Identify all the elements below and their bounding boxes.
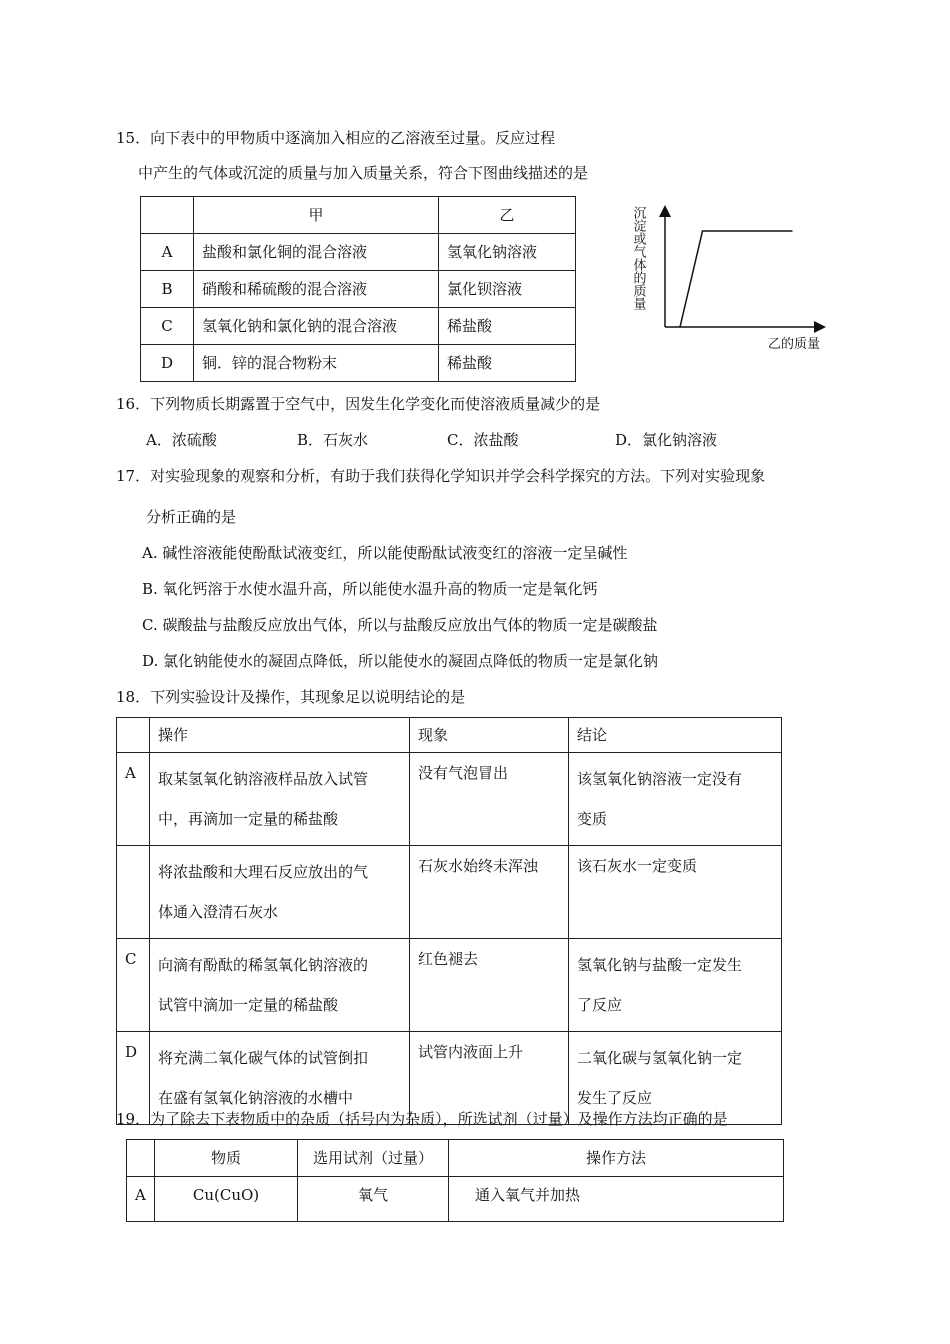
table-header: 甲 <box>194 197 439 234</box>
table-cell: A <box>127 1177 155 1222</box>
q19-stem: 19．为了除去下表物质中的杂质（括号内为杂质），所选试剂（过量）及操作方法均正确的是 <box>116 1110 728 1128</box>
table-row <box>117 718 782 753</box>
table-cell: 盐酸和氯化铜的混合溶液 <box>194 234 439 271</box>
table-cell: 氢氧化钠与盐酸一定发生 了反应 <box>569 939 782 1032</box>
table-cell: 将充满二氧化碳气体的试管倒扣 在盛有氢氧化钠溶液的水槽中 <box>150 1032 410 1125</box>
table-cell: D <box>117 1032 150 1125</box>
table-header: 操作 <box>150 718 410 753</box>
table-cell: B <box>141 271 194 308</box>
table-cell: A <box>117 753 150 846</box>
table-cell <box>141 197 194 234</box>
q17-option-a: A. 碱性溶液能使酚酞试液变红，所以能使酚酞试液变红的溶液一定呈碱性 <box>142 544 628 562</box>
table-cell: 二氧化碳与氢氧化钠一定 发生了反应 <box>569 1032 782 1125</box>
table-cell: 氢氧化钠和氯化钠的混合溶液 <box>194 308 439 345</box>
table-cell: 铜．锌的混合物粉末 <box>194 345 439 382</box>
table-cell: 取某氢氧化钠溶液样品放入试管 中，再滴加一定量的稀盐酸 <box>150 753 410 846</box>
table-row <box>117 939 782 1032</box>
series-group <box>680 231 793 327</box>
table-cell: C <box>117 939 150 1032</box>
table-cell: 通入氧气并加热 <box>449 1177 784 1222</box>
table-header: 乙 <box>439 197 576 234</box>
table-cell: D <box>141 345 194 382</box>
table-row <box>127 1140 784 1177</box>
table-row <box>141 271 576 308</box>
q19-table <box>126 1139 784 1222</box>
q17-option-d: D. 氯化钠能使水的凝固点降低，所以能使水的凝固点降低的物质一定是氯化钠 <box>142 652 659 670</box>
table-cell: 该石灰水一定变质 <box>569 846 782 939</box>
q16-option-c: C．浓盐酸 <box>447 431 519 449</box>
table-cell: 氯化钡溶液 <box>439 271 576 308</box>
table-cell <box>127 1140 155 1177</box>
table-cell <box>117 718 150 753</box>
y-axis-label: 沉淀或气体的质量 <box>630 206 646 310</box>
q15-chart <box>625 200 835 355</box>
table-row <box>117 753 782 846</box>
table-cell: 没有气泡冒出 <box>410 753 569 846</box>
q17-stem-line1: 17．对实验现象的观察和分析，有助于我们获得化学知识并学会科学探究的方法。下列对实验现象 <box>116 467 766 485</box>
q17-option-c: C. 碳酸盐与盐酸反应放出气体，所以与盐酸反应放出气体的物质一定是碳酸盐 <box>142 616 658 634</box>
table-cell <box>117 846 150 939</box>
table-cell: 该氢氧化钠溶液一定没有 变质 <box>569 753 782 846</box>
q18-stem: 18．下列实验设计及操作，其现象足以说明结论的是 <box>116 688 466 706</box>
q15-stem-line2: 中产生的气体或沉淀的质量与加入质量关系，符合下图曲线描述的是 <box>138 164 589 182</box>
q18-table <box>116 717 782 1125</box>
table-row <box>141 308 576 345</box>
table-cell: C <box>141 308 194 345</box>
table-cell: 石灰水始终未浑浊 <box>410 846 569 939</box>
table-cell: A <box>141 234 194 271</box>
table-cell: 氢氧化钠溶液 <box>439 234 576 271</box>
q15-stem-line1: 15．向下表中的甲物质中逐滴加入相应的乙溶液至过量。反应过程 <box>116 129 556 147</box>
table-row <box>141 197 576 234</box>
table-cell: 红色褪去 <box>410 939 569 1032</box>
table-cell: 氧气 <box>298 1177 449 1222</box>
series-line <box>680 231 793 327</box>
table-header: 操作方法 <box>449 1140 784 1177</box>
table-row <box>141 234 576 271</box>
table-row <box>127 1177 784 1222</box>
q16-option-d: D．氯化钠溶液 <box>615 431 718 449</box>
table-cell: 硝酸和稀硫酸的混合溶液 <box>194 271 439 308</box>
table-cell: 试管内液面上升 <box>410 1032 569 1125</box>
table-cell: 稀盐酸 <box>439 308 576 345</box>
table-cell: Cu(CuO) <box>155 1177 298 1222</box>
table-header: 物质 <box>155 1140 298 1177</box>
table-cell: 稀盐酸 <box>439 345 576 382</box>
table-header: 选用试剂（过量） <box>298 1140 449 1177</box>
q17-option-b: B. 氧化钙溶于水使水温升高，所以能使水温升高的物质一定是氧化钙 <box>142 580 598 598</box>
table-header: 结论 <box>569 718 782 753</box>
table-header: 现象 <box>410 718 569 753</box>
q17-stem-line2: 分析正确的是 <box>146 508 237 526</box>
table-cell: 向滴有酚酞的稀氢氧化钠溶液的 试管中滴加一定量的稀盐酸 <box>150 939 410 1032</box>
q15-table <box>140 196 576 382</box>
q16-stem: 16．下列物质长期露置于空气中，因发生化学变化而使溶液质量减少的是 <box>116 395 601 413</box>
table-row <box>141 345 576 382</box>
table-cell: 将浓盐酸和大理石反应放出的气 体通入澄清石灰水 <box>150 846 410 939</box>
q16-option-b: B．石灰水 <box>297 431 369 449</box>
q16-option-a: A．浓硫酸 <box>146 431 217 449</box>
table-row <box>117 846 782 939</box>
x-axis-label: 乙的质量 <box>768 337 821 352</box>
